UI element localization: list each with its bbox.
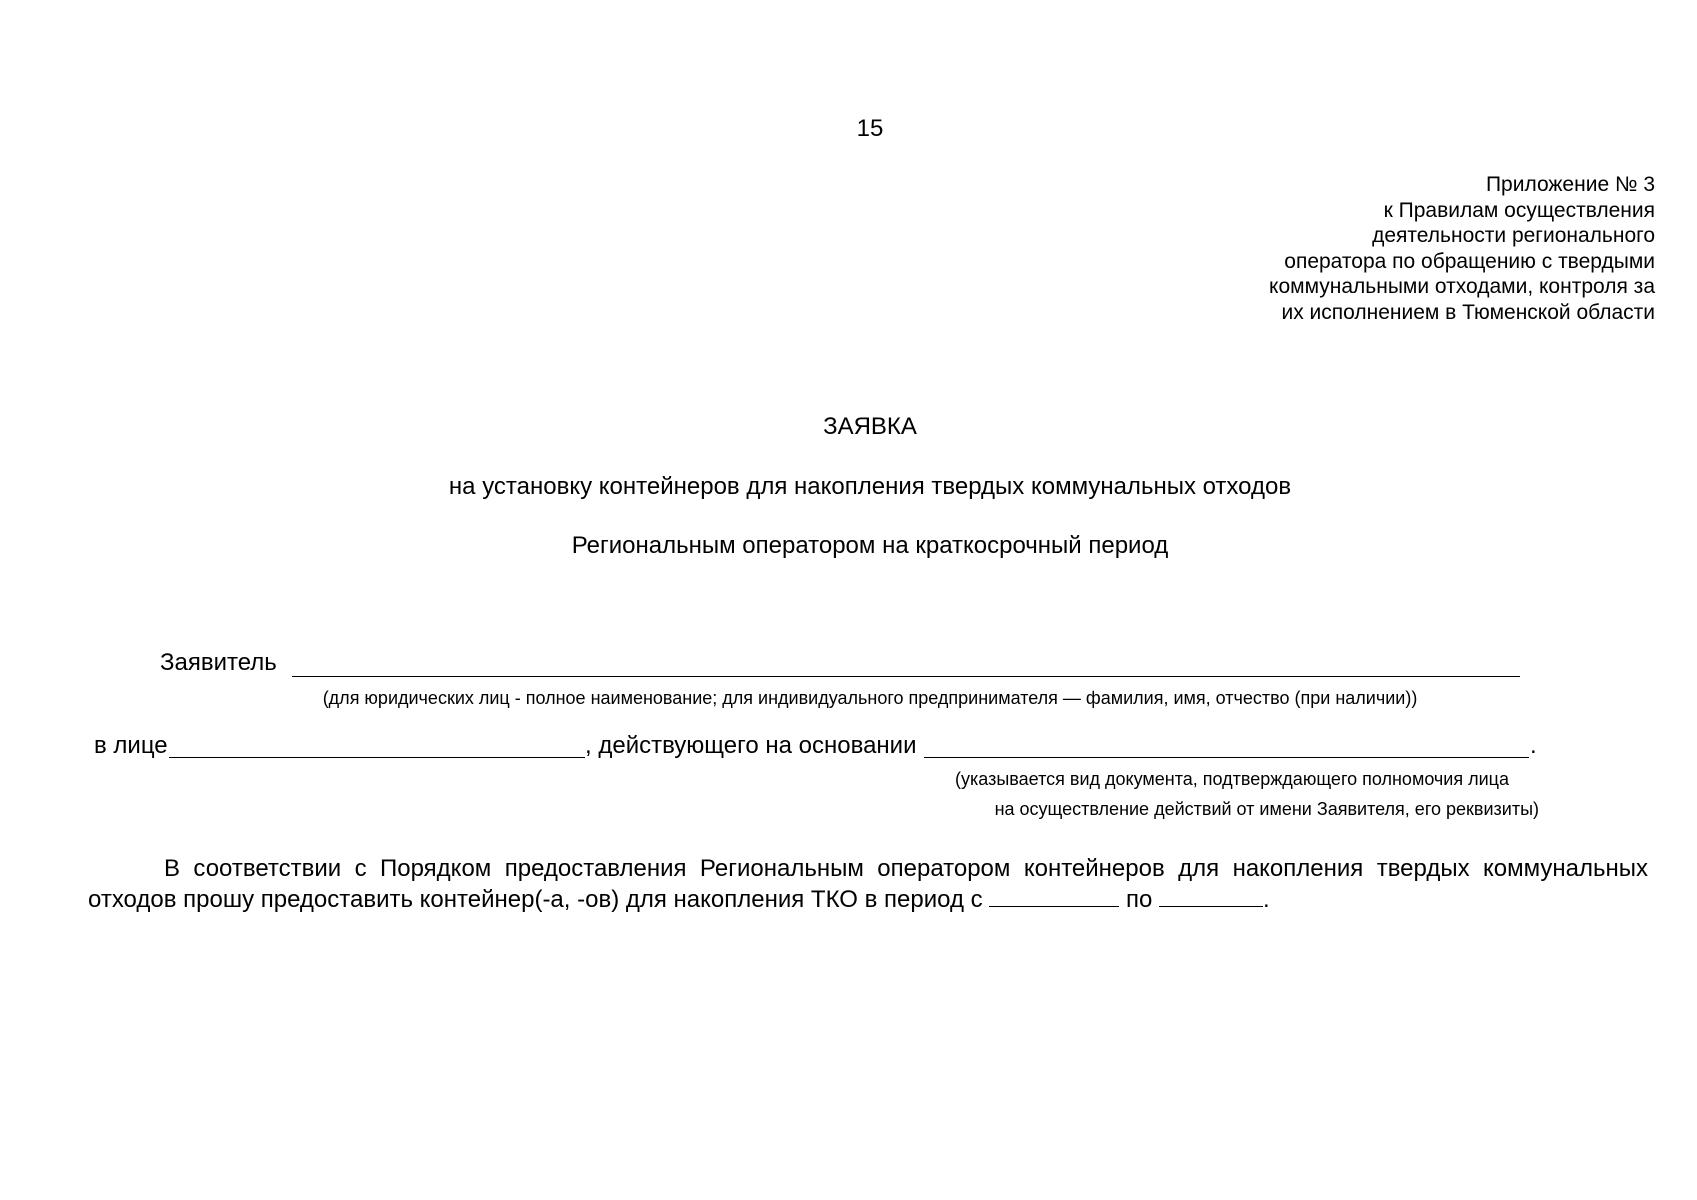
period-start-field[interactable]: [989, 888, 1119, 907]
applicant-label: Заявитель: [160, 649, 277, 676]
appendix-line: коммунальными отходами, контроля за: [1269, 275, 1655, 298]
request-paragraph: [88, 853, 1648, 915]
appendix-line: Приложение № 3: [1485, 173, 1655, 196]
period-end-field[interactable]: [1159, 888, 1263, 907]
document-subtitle: на установку контейнеров для накопления твердых коммунальных отходов: [448, 473, 1292, 500]
applicant-field[interactable]: [292, 676, 1520, 677]
appendix-block: [955, 172, 1655, 325]
basis-document-field[interactable]: [924, 757, 1529, 758]
applicant-hint: (для юридических лиц - полное наименование; для индивидуального предпринимателя — фамилия, имя, отчество (при наличии)): [322, 688, 1418, 708]
representative-period: .: [1530, 732, 1537, 759]
basis-hint-line1: (указывается вид документа, подтверждающего полномочия лица: [955, 769, 1509, 789]
representative-name-field[interactable]: [169, 757, 585, 758]
page-number: 15: [856, 115, 884, 142]
appendix-line: к Правилам осуществления: [1383, 198, 1655, 222]
request-period: .: [1263, 886, 1270, 913]
document-title: ЗАЯВКА: [823, 413, 917, 440]
document-subtitle-2: Региональным оператором на краткосрочный период: [571, 532, 1169, 559]
basis-label: , действующего на основании: [585, 732, 917, 759]
appendix-line: оператора по обращению с твердыми: [1284, 249, 1655, 273]
representative-label: в лице: [94, 732, 168, 759]
period-between-label: по: [1126, 886, 1153, 913]
appendix-line: деятельности регионального: [1372, 224, 1655, 247]
request-text: В соответствии с Порядком предоставления Региональным оператором контейнеров для накопления твердых коммунальных отходов прошу предоставить контейнер(-а, -ов) для накопления ТКО в период с: [88, 855, 1648, 913]
appendix-line: их исполнением в Тюменской области: [1281, 300, 1655, 324]
basis-hint-line2: на осуществление действий от имени Заявителя, его реквизиты): [994, 799, 1539, 819]
